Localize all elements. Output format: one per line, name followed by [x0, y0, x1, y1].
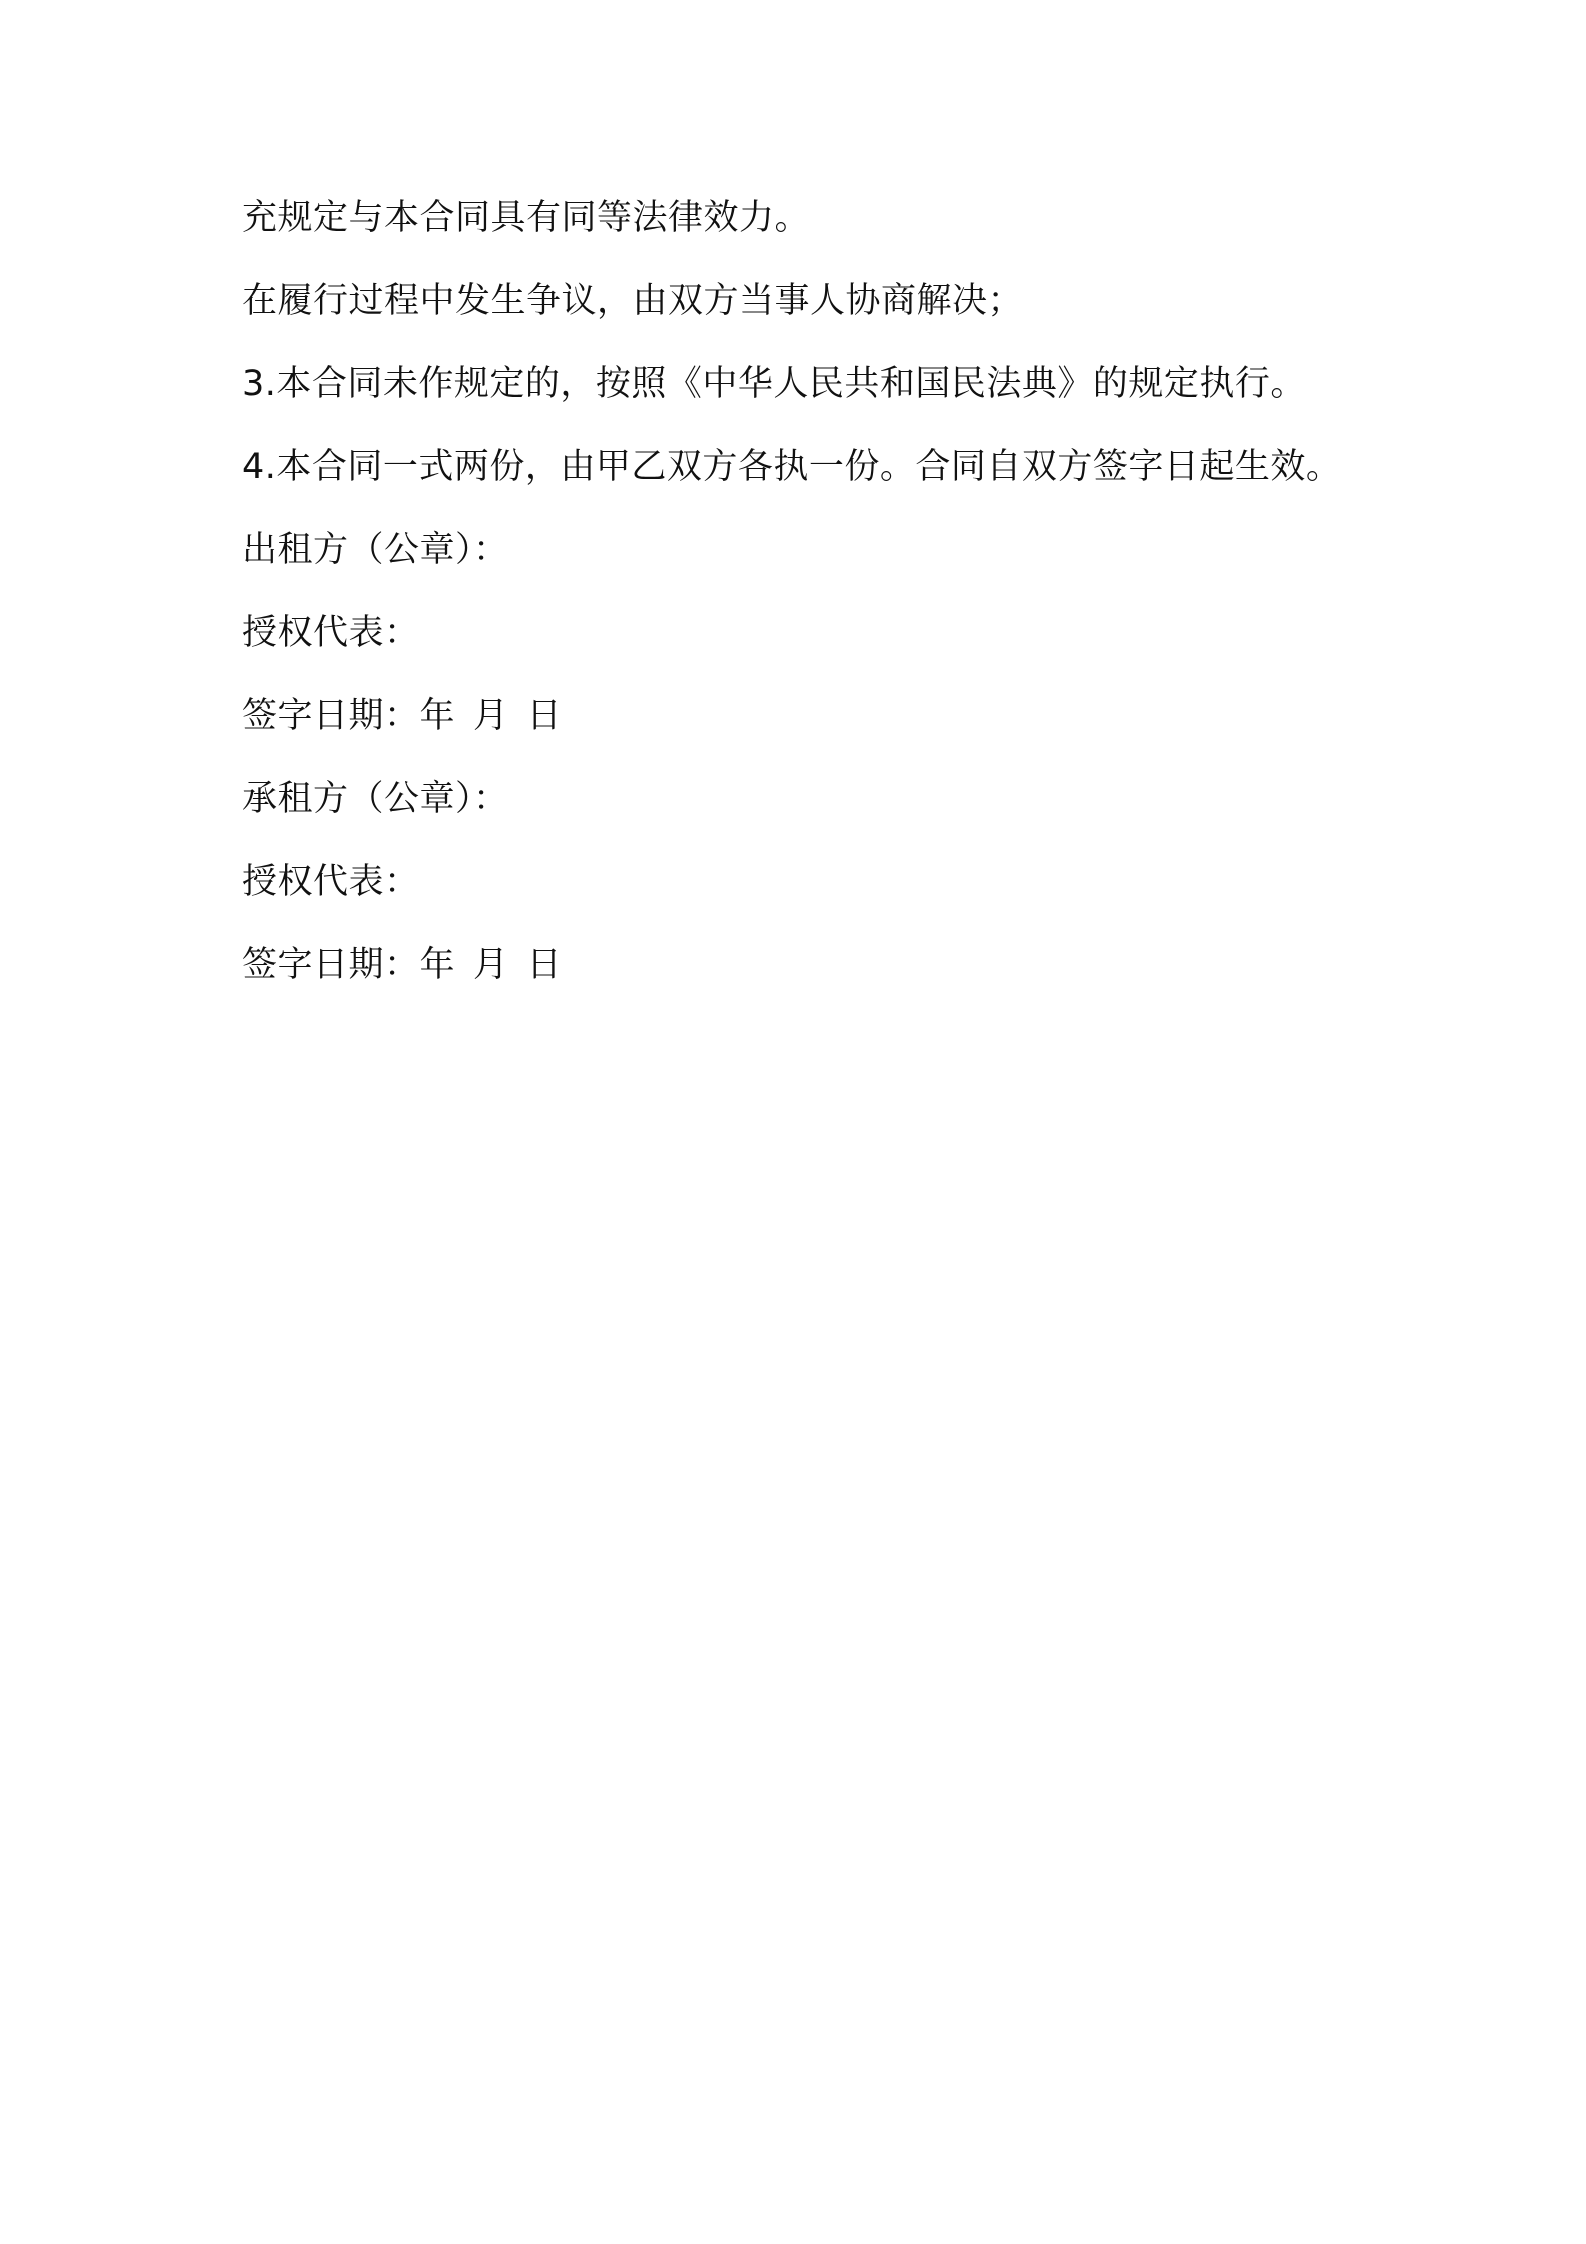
- lessee-year: 年: [419, 945, 456, 985]
- contract-body: [242, 196, 1422, 1026]
- clause-supplement: 充规定与本合同具有同等法律效力。: [242, 198, 811, 238]
- lessee-day: 日: [526, 945, 563, 985]
- lessor-date-line: [242, 694, 1422, 739]
- lessor-date-label: 签字日期：: [242, 696, 420, 736]
- lessee-date-line: [242, 943, 1422, 988]
- lessor-representative-label: 授权代表：: [242, 613, 420, 653]
- lessee-date-label: 签字日期：: [242, 945, 420, 985]
- lessor-day: 日: [526, 696, 563, 736]
- clause-dispute: 在履行过程中发生争议，由双方当事人协商解决；: [242, 281, 1024, 321]
- lessee-signature-block: [242, 777, 1422, 988]
- lessee-representative-label: 授权代表：: [242, 862, 420, 902]
- lessor-signature-block: [242, 528, 1422, 739]
- lessor-month: 月: [473, 696, 509, 736]
- lessee-seal-label: 承租方（公章）：: [242, 779, 509, 819]
- lessor-year: 年: [419, 696, 456, 736]
- clause-3-civil-code: 3.本合同未作规定的，按照《中华人民共和国民法典》的规定执行。: [242, 364, 1306, 404]
- lessor-seal-label: 出租方（公章）：: [242, 530, 509, 570]
- lessee-month: 月: [473, 945, 509, 985]
- clause-4-copies: 4.本合同一式两份，由甲乙双方各执一份。合同自双方签字日起生效。: [242, 447, 1342, 487]
